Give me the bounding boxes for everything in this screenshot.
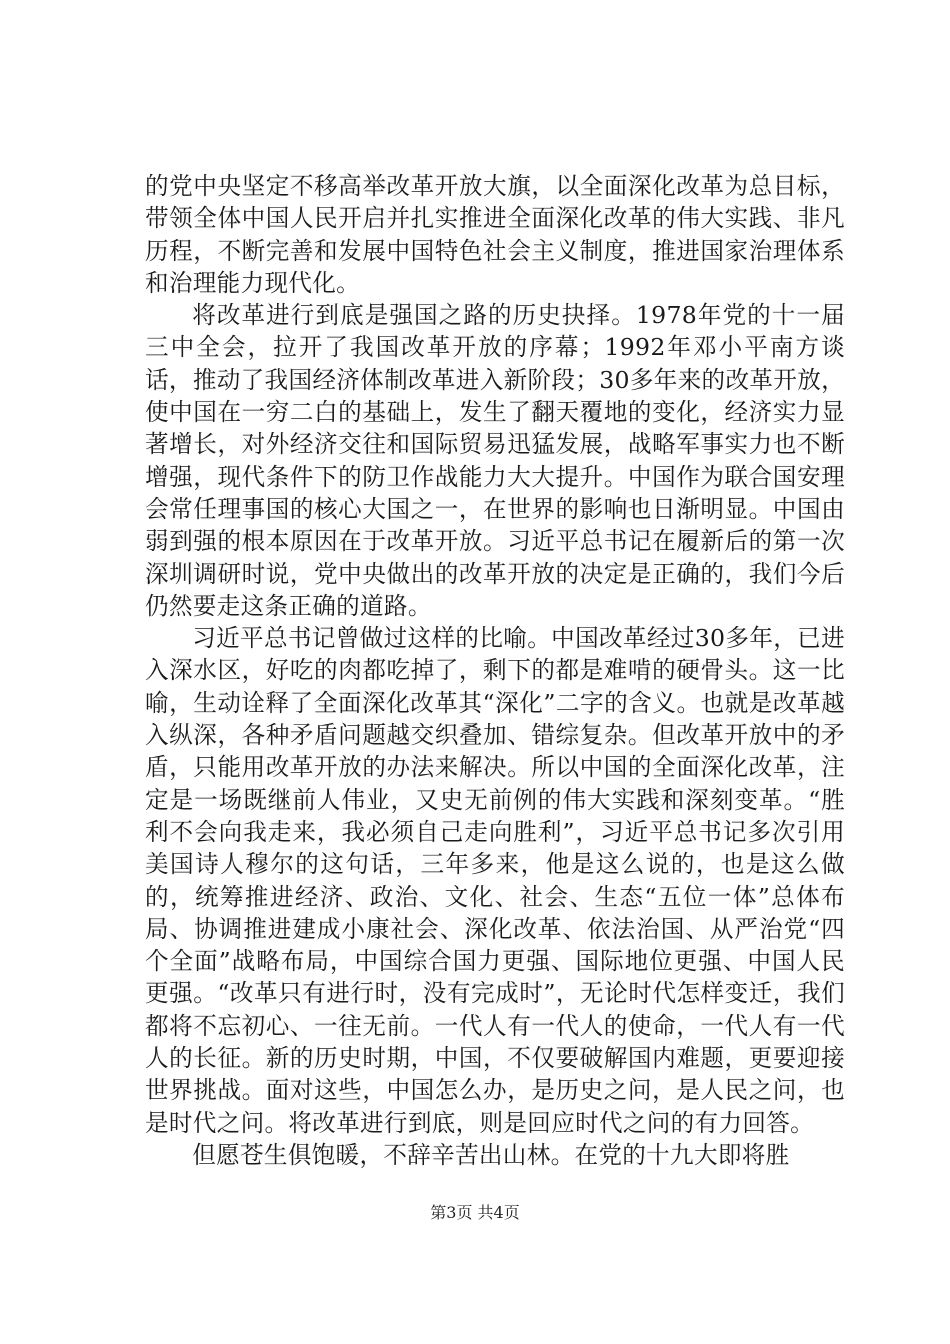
paragraph-reform-metaphor: 习近平总书记曾做过这样的比喻。中国改革经过30多年，已进入深水区，好吃的肉都吃掉了，剩下的都是难啃的硬骨头。这一比喻，生动诠释了全面深化改革其“深化”二字的含义。也就是改革越入纵深，各种矛盾问题越交织叠加、错综复杂。但改革开放中的矛盾，只能用改革开放的办法来解决。所以中国的全面深化改革，注定是一场既继前人伟业，又史无前例的伟大实践和深刻变革。“胜利不会向我走来，我必须自己走向胜利”，习近平总书记多次引用美国诗人穆尔的这句话，三年多来，他是这么说的，也是这么做的，统筹推进经济、政治、文化、社会、生态“五位一体”总体布局、协调推进建成小康社会、深化改革、依法治国、从严治党“四个全面”战略布局，中国综合国力更强、国际地位更强、中国人民更强。“改革只有进行时，没有完成时”，无论时代怎样变迁，我们都将不忘初心、一往无前。一代人有一代人的使命，一代人有一代人的长征。新的历史时期，中国，不仅要破解国内难题，更要迎接世界挑战。面对这些，中国怎么办，是历史之问，是人民之问，也是时代之问。将改革进行到底，则是回应时代之问的有力回答。 <box>145 624 845 1137</box>
paragraph-reform-history: 将改革进行到底是强国之路的历史抉择。1978年党的十一届三中全会，拉开了我国改革开放的序幕；1992年邓小平南方谈话，推动了我国经济体制改革进入新阶段；30多年来的改革开放，使中国在一穷二白的基础上，发生了翻天覆地的变化，经济实力显著增长，对外经济交往和国际贸易迅猛发展，战略军事实力也不断增强，现代条件下的防卫作战能力大大提升。中国作为联合国安理会常任理事国的核心大国之一，在世界的影响也日渐明显。中国由弱到强的根本原因在于改革开放。习近平总书记在履新后的第一次深圳调研时说，党中央做出的改革开放的决定是正确的，我们今后仍然要走这条正确的道路。 <box>145 301 845 620</box>
document-body <box>145 170 845 1171</box>
paragraph-closing-start: 但愿苍生俱饱暖，不辞辛苦出山林。在党的十九大即将胜 <box>192 1140 790 1169</box>
paragraph-continuation: 的党中央坚定不移高举改革开放大旗，以全面深化改革为总目标，带领全体中国人民开启并扎实推进全面深化改革的伟大实践、非凡历程，不断完善和发展中国特色社会主义制度，推进国家治理体系和治理能力现代化。 <box>145 172 845 297</box>
page-number-footer: 第3页 共4页 <box>430 1203 520 1222</box>
